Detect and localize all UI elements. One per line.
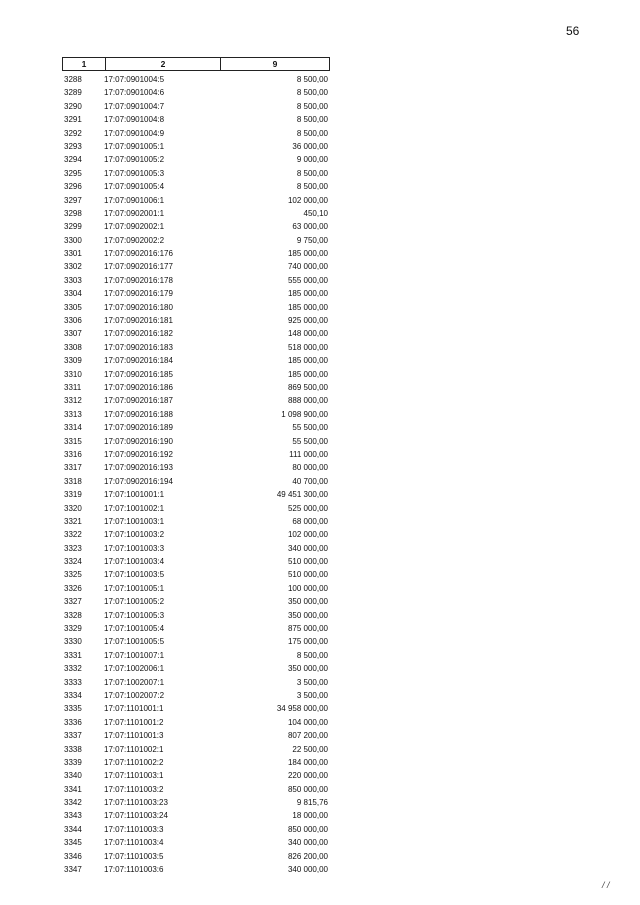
cost-value: 63 000,00 [292, 222, 328, 232]
table-row [62, 86, 330, 99]
cadastral-number: 17:07:0901004:6 [104, 88, 165, 98]
cadastral-number: 17:07:0902016:192 [104, 449, 173, 459]
table-row [62, 502, 330, 515]
row-number: 3306 [64, 316, 82, 326]
cadastral-number: 17:07:1001002:1 [104, 503, 165, 513]
table-row [62, 113, 330, 126]
cost-value: 185 000,00 [287, 289, 328, 299]
cadastral-number: 17:07:1001003:4 [104, 557, 165, 567]
table-header [62, 57, 330, 71]
cost-value: 888 000,00 [287, 396, 328, 406]
cost-value: 850 000,00 [287, 824, 328, 834]
row-number: 3321 [64, 516, 82, 526]
row-number: 3342 [64, 798, 82, 808]
row-number: 3323 [64, 543, 82, 553]
table-row [62, 863, 330, 876]
cadastral-number: 17:07:0902016:184 [104, 356, 173, 366]
cost-value: 450,10 [303, 208, 328, 218]
column-header-9: 9 [272, 59, 278, 69]
row-number: 3340 [64, 771, 82, 781]
table-row [62, 461, 330, 474]
row-number: 3294 [64, 155, 82, 165]
row-number: 3344 [64, 824, 82, 834]
cost-value: 175 000,00 [287, 637, 328, 647]
row-number: 3318 [64, 476, 82, 486]
cost-value: 8 500,00 [296, 101, 328, 111]
row-number: 3330 [64, 637, 82, 647]
cadastral-number: 17:07:0902016:190 [104, 436, 173, 446]
cadastral-number: 17:07:0902016:179 [104, 289, 173, 299]
cadastral-number: 17:07:0902016:177 [104, 262, 173, 272]
cost-value: 340 000,00 [287, 543, 328, 553]
cadastral-number: 17:07:1101001:3 [104, 731, 164, 741]
row-number: 3302 [64, 262, 82, 272]
table-row [62, 488, 330, 501]
row-number: 3346 [64, 851, 82, 861]
table-row [62, 73, 330, 86]
row-number: 3331 [64, 650, 82, 660]
cost-value: 8 500,00 [296, 88, 328, 98]
cost-value: 34 958 000,00 [276, 704, 328, 714]
table-row [62, 702, 330, 715]
cost-value: 185 000,00 [287, 302, 328, 312]
table-row [62, 234, 330, 247]
cadastral-number: 17:07:1001005:4 [104, 624, 165, 634]
cost-value: 3 500,00 [296, 690, 328, 700]
row-number: 3295 [64, 168, 82, 178]
cost-value: 1 098 900,00 [281, 409, 328, 419]
row-number: 3322 [64, 530, 82, 540]
table-row [62, 140, 330, 153]
cadastral-number: 17:07:1101003:2 [104, 784, 164, 794]
table-row [62, 850, 330, 863]
cost-value: 18 000,00 [292, 811, 328, 821]
row-number: 3319 [64, 490, 82, 500]
cadastral-number: 17:07:1001003:5 [104, 570, 165, 580]
table-row [62, 595, 330, 608]
cadastral-number: 17:07:1002007:1 [104, 677, 165, 687]
table-row [62, 622, 330, 635]
cadastral-number: 17:07:0901004:9 [104, 128, 165, 138]
table-row [62, 756, 330, 769]
row-number: 3293 [64, 141, 82, 151]
row-number: 3290 [64, 101, 82, 111]
table-row [62, 127, 330, 140]
table-row [62, 649, 330, 662]
table-row [62, 220, 330, 233]
table-row [62, 769, 330, 782]
table-row [62, 100, 330, 113]
table-row [62, 381, 330, 394]
cost-value: 40 700,00 [292, 476, 328, 486]
row-number: 3315 [64, 436, 82, 446]
cost-value: 55 500,00 [292, 423, 328, 433]
handwritten-mark: / / [602, 880, 610, 890]
table-row [62, 515, 330, 528]
row-number: 3326 [64, 583, 82, 593]
cost-value: 875 000,00 [287, 624, 328, 634]
row-number: 3309 [64, 356, 82, 366]
row-number: 3296 [64, 182, 82, 192]
cost-value: 49 451 300,00 [276, 490, 328, 500]
table-row [62, 676, 330, 689]
table-row [62, 354, 330, 367]
row-number: 3313 [64, 409, 82, 419]
row-number: 3320 [64, 503, 82, 513]
cost-value: 148 000,00 [287, 329, 328, 339]
cadastral-number: 17:07:0902002:1 [104, 222, 165, 232]
cost-value: 185 000,00 [287, 249, 328, 259]
row-number: 3338 [64, 744, 82, 754]
row-number: 3305 [64, 302, 82, 312]
cost-value: 104 000,00 [287, 717, 328, 727]
cost-value: 518 000,00 [287, 342, 328, 352]
row-number: 3337 [64, 731, 82, 741]
table-row [62, 167, 330, 180]
cadastral-number: 17:07:0902016:182 [104, 329, 173, 339]
cost-value: 850 000,00 [287, 784, 328, 794]
cadastral-number: 17:07:1101002:2 [104, 757, 164, 767]
row-number: 3343 [64, 811, 82, 821]
row-number: 3341 [64, 784, 82, 794]
cost-value: 525 000,00 [287, 503, 328, 513]
cost-value: 9 815,76 [296, 798, 328, 808]
cost-value: 9 000,00 [296, 155, 328, 165]
cadastral-number: 17:07:0902016:193 [104, 463, 173, 473]
cadastral-number: 17:07:0902016:183 [104, 342, 173, 352]
column-header-2: 2 [106, 58, 221, 70]
table-row [62, 609, 330, 622]
table-row [62, 716, 330, 729]
cadastral-number: 17:07:0902016:181 [104, 316, 173, 326]
cadastral-number: 17:07:1001005:5 [104, 637, 165, 647]
row-number: 3312 [64, 396, 82, 406]
row-number: 3327 [64, 597, 82, 607]
table-row [62, 582, 330, 595]
table-row [62, 153, 330, 166]
table-row [62, 314, 330, 327]
cadastral-number: 17:07:1002006:1 [104, 664, 165, 674]
cadastral-number: 17:07:1001007:1 [104, 650, 165, 660]
row-number: 3289 [64, 88, 82, 98]
cadastral-number: 17:07:0902016:180 [104, 302, 173, 312]
cadastral-number: 17:07:0902001:1 [104, 208, 165, 218]
cost-value: 3 500,00 [296, 677, 328, 687]
cost-value: 925 000,00 [287, 316, 328, 326]
cost-value: 80 000,00 [292, 463, 328, 473]
cost-value: 100 000,00 [287, 583, 328, 593]
cadastral-number: 17:07:1001003:1 [104, 516, 165, 526]
cost-value: 220 000,00 [287, 771, 328, 781]
row-number: 3307 [64, 329, 82, 339]
cost-value: 185 000,00 [287, 356, 328, 366]
cadastral-number: 17:07:1101003:6 [104, 865, 164, 875]
table-row [62, 301, 330, 314]
cost-value: 8 500,00 [296, 115, 328, 125]
cadastral-number: 17:07:1001003:2 [104, 530, 165, 540]
table-row [62, 823, 330, 836]
cadastral-number: 17:07:0902016:194 [104, 476, 173, 486]
cost-value: 807 200,00 [287, 731, 328, 741]
table-row [62, 341, 330, 354]
row-number: 3292 [64, 128, 82, 138]
cadastral-number: 17:07:1101003:5 [104, 851, 164, 861]
table-row [62, 809, 330, 822]
column-header-1: 1 [63, 58, 106, 70]
cadastral-number: 17:07:0901004:8 [104, 115, 165, 125]
cadastral-number: 17:07:0901006:1 [104, 195, 165, 205]
row-number: 3303 [64, 275, 82, 285]
table-row [62, 729, 330, 742]
row-number: 3301 [64, 249, 82, 259]
cost-value: 55 500,00 [292, 436, 328, 446]
cadastral-number: 17:07:1101003:3 [104, 824, 164, 834]
cost-value: 869 500,00 [287, 382, 328, 392]
cost-value: 826 200,00 [287, 851, 328, 861]
row-number: 3332 [64, 664, 82, 674]
table-row [62, 194, 330, 207]
row-number: 3304 [64, 289, 82, 299]
cadastral-number: 17:07:1101003:24 [104, 811, 168, 821]
table-row [62, 836, 330, 849]
cost-value: 102 000,00 [287, 195, 328, 205]
cost-value: 8 500,00 [296, 75, 328, 84]
cadastral-number: 17:07:1101001:2 [104, 717, 164, 727]
table-row [62, 394, 330, 407]
table-row [62, 475, 330, 488]
row-number: 3329 [64, 624, 82, 634]
cost-value: 185 000,00 [287, 369, 328, 379]
table-row [62, 247, 330, 260]
table-row [62, 421, 330, 434]
row-number: 3317 [64, 463, 82, 473]
table-row [62, 662, 330, 675]
cost-value: 68 000,00 [292, 516, 328, 526]
cadastral-number: 17:07:1001005:2 [104, 597, 165, 607]
table-row [62, 180, 330, 193]
cadastral-number: 17:07:1101003:1 [104, 771, 164, 781]
row-number: 3335 [64, 704, 82, 714]
table-row [62, 568, 330, 581]
cadastral-number: 17:07:0902016:188 [104, 409, 173, 419]
cadastral-number: 17:07:0901005:3 [104, 168, 165, 178]
cadastral-number: 17:07:0901004:5 [104, 75, 165, 84]
cadastral-number: 17:07:0902016:187 [104, 396, 173, 406]
cadastral-number: 17:07:1001001:1 [104, 490, 165, 500]
table-row [62, 528, 330, 541]
cadastral-number: 17:07:0902016:186 [104, 382, 173, 392]
cadastral-number: 17:07:1101003:4 [104, 838, 164, 848]
table-row [62, 207, 330, 220]
cost-value: 9 750,00 [296, 235, 328, 245]
table-row [62, 260, 330, 273]
cost-value: 111 000,00 [289, 449, 328, 459]
row-number: 3328 [64, 610, 82, 620]
row-number: 3336 [64, 717, 82, 727]
page-number: 56 [566, 24, 580, 38]
cost-value: 555 000,00 [287, 275, 328, 285]
row-number: 3288 [64, 75, 82, 84]
row-number: 3298 [64, 208, 82, 218]
cost-value: 8 500,00 [296, 128, 328, 138]
cost-value: 510 000,00 [287, 557, 328, 567]
data-table [62, 57, 330, 876]
table-row [62, 542, 330, 555]
table-row [62, 368, 330, 381]
cadastral-number: 17:07:1001005:1 [104, 583, 165, 593]
row-number: 3333 [64, 677, 82, 687]
row-number: 3299 [64, 222, 82, 232]
row-number: 3308 [64, 342, 82, 352]
cost-value: 510 000,00 [287, 570, 328, 580]
cost-value: 102 000,00 [287, 530, 328, 540]
row-number: 3324 [64, 557, 82, 567]
row-number: 3316 [64, 449, 82, 459]
table-row [62, 783, 330, 796]
table-row [62, 327, 330, 340]
row-number: 3339 [64, 757, 82, 767]
cadastral-number: 17:07:0901004:7 [104, 101, 165, 111]
row-number: 3310 [64, 369, 82, 379]
row-number: 3300 [64, 235, 82, 245]
cadastral-number: 17:07:0902016:178 [104, 275, 173, 285]
cadastral-number: 17:07:1101003:23 [104, 798, 168, 808]
cost-value: 8 500,00 [296, 182, 328, 192]
cadastral-number: 17:07:1002007:2 [104, 690, 165, 700]
cost-value: 340 000,00 [287, 865, 328, 875]
cost-value: 340 000,00 [287, 838, 328, 848]
table-row [62, 555, 330, 568]
cadastral-number: 17:07:0901005:2 [104, 155, 165, 165]
cadastral-number: 17:07:0901005:4 [104, 182, 165, 192]
row-number: 3297 [64, 195, 82, 205]
row-number: 3314 [64, 423, 82, 433]
row-number: 3291 [64, 115, 82, 125]
cadastral-number: 17:07:0902002:2 [104, 235, 165, 245]
cost-value: 22 500,00 [292, 744, 328, 754]
table-row [62, 635, 330, 648]
row-number: 3345 [64, 838, 82, 848]
cadastral-number: 17:07:0902016:176 [104, 249, 173, 259]
table-row [62, 287, 330, 300]
cadastral-number: 17:07:1101002:1 [104, 744, 164, 754]
cadastral-number: 17:07:0902016:189 [104, 423, 173, 433]
cadastral-number: 17:07:0901005:1 [104, 141, 165, 151]
cost-value: 8 500,00 [296, 168, 328, 178]
cadastral-number: 17:07:1101001:1 [104, 704, 164, 714]
table-row [62, 743, 330, 756]
cost-value: 350 000,00 [287, 664, 328, 674]
cost-value: 36 000,00 [292, 141, 328, 151]
table-row [62, 448, 330, 461]
cadastral-number: 17:07:1001005:3 [104, 610, 165, 620]
cost-value: 740 000,00 [287, 262, 328, 272]
table-body [62, 73, 330, 876]
table-row [62, 796, 330, 809]
table-row [62, 408, 330, 421]
table-row [62, 435, 330, 448]
row-number: 3311 [64, 382, 82, 392]
cost-value: 350 000,00 [287, 610, 328, 620]
cost-value: 350 000,00 [287, 597, 328, 607]
cost-value: 8 500,00 [296, 650, 328, 660]
row-number: 3347 [64, 865, 82, 875]
row-number: 3325 [64, 570, 82, 580]
table-row [62, 689, 330, 702]
row-number: 3334 [64, 690, 82, 700]
table-row [62, 274, 330, 287]
cadastral-number: 17:07:0902016:185 [104, 369, 173, 379]
cost-value: 184 000,00 [287, 757, 328, 767]
cadastral-number: 17:07:1001003:3 [104, 543, 165, 553]
